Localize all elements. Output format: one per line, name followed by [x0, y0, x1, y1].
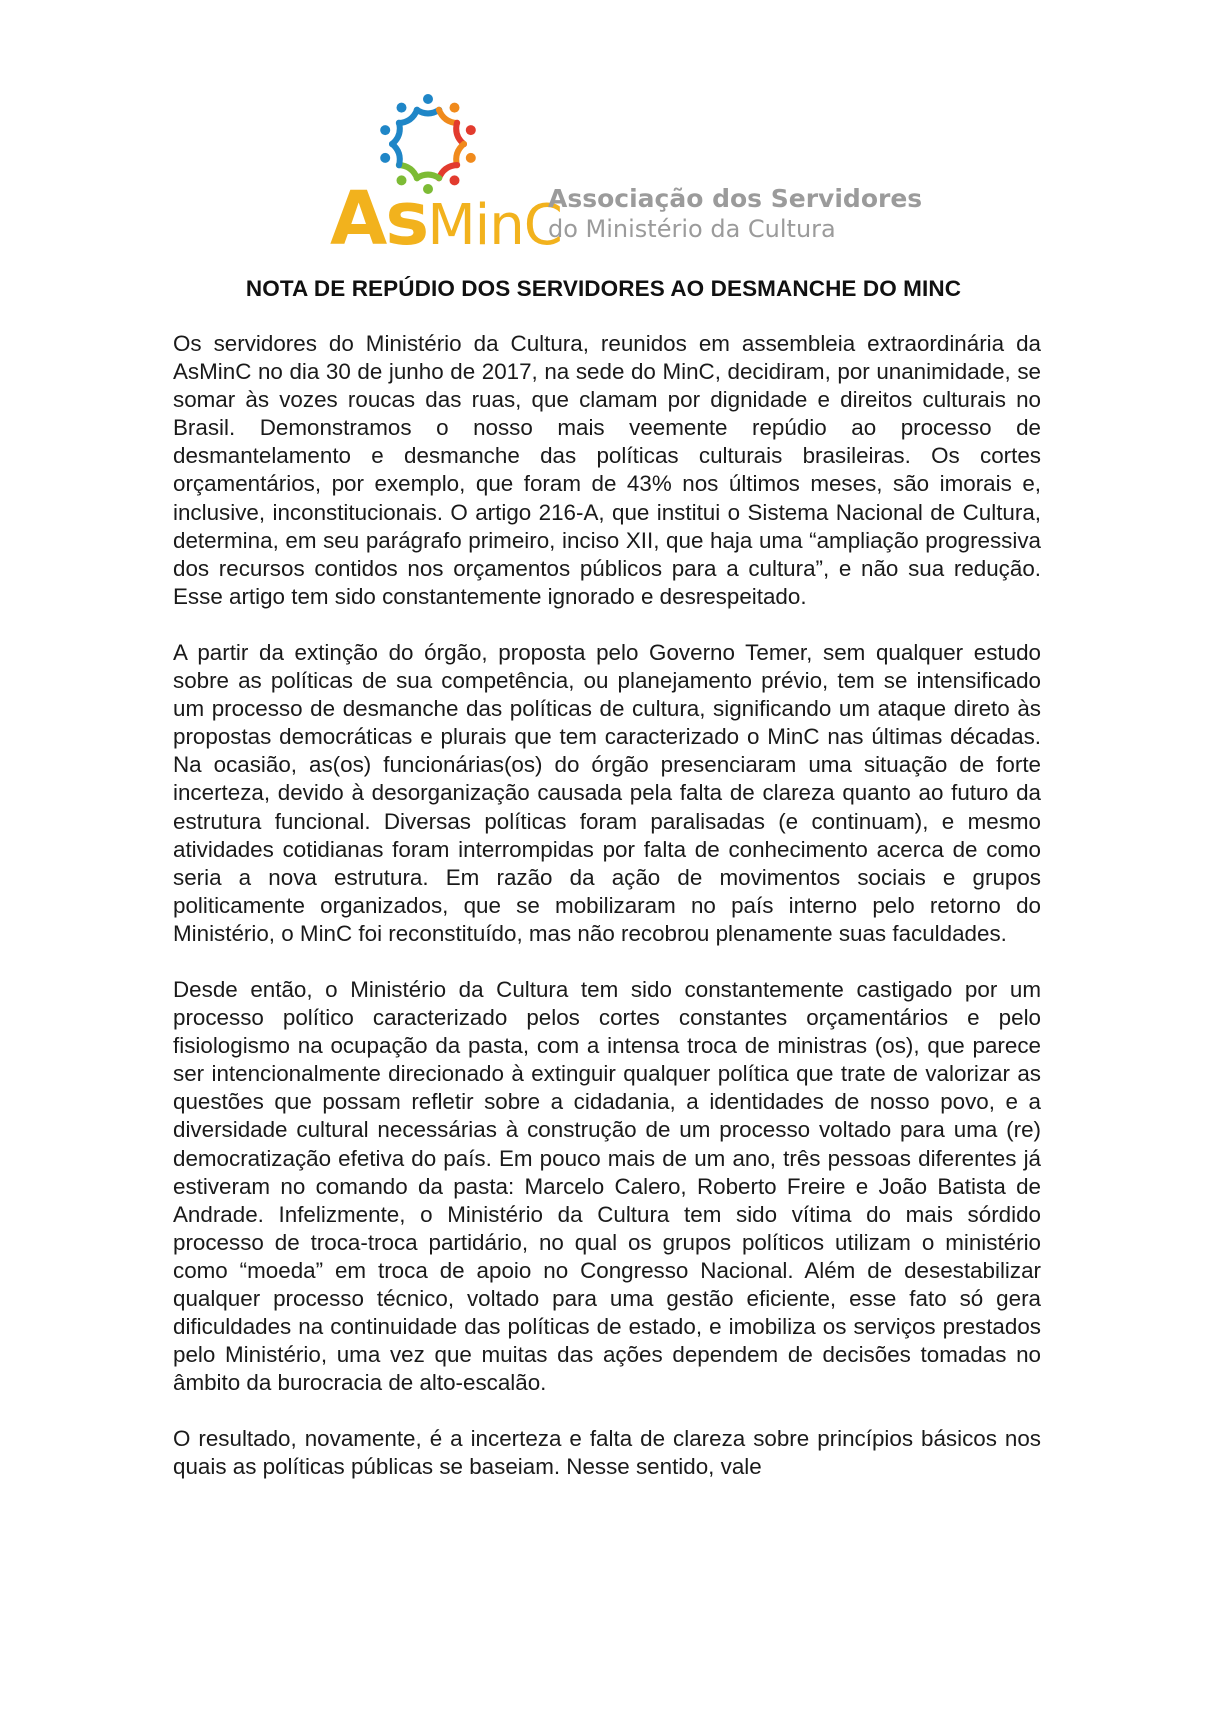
document-body — [173, 330, 1041, 1510]
logo-wordmark-minc: MinC — [427, 193, 562, 258]
logo-caption — [548, 184, 922, 244]
logo-person-figure — [397, 103, 418, 123]
paragraph-4: O resultado, novamente, é a incerteza e falta de clareza sobre princípios básicos nos quais as políticas públicas se baseiam. Nesse sentido, vale — [173, 1426, 1041, 1480]
logo-person-figure — [456, 144, 476, 166]
logo-person-figure — [417, 94, 440, 113]
asminc-logo — [330, 92, 923, 262]
logo-person-figure — [380, 123, 400, 145]
logo-wordmark-as: As — [330, 176, 428, 262]
document-title: NOTA DE REPÚDIO DOS SERVIDORES AO DESMANCHE DO MINC — [245, 276, 962, 301]
logo-caption-line2: do Ministério da Cultura — [548, 215, 836, 243]
logo-person-figure — [439, 165, 460, 185]
logo-person-figure — [456, 123, 476, 145]
paragraph-3: Desde então, o Ministério da Cultura tem sido constantemente castigado por um processo político caracterizado pelos cortes constantes orçamentários e pelo fisiologismo na ocupação da pasta, com a intensa troca de ministras (os), que parece ser intencionalmente direcionado à extinguir qualquer política que trate de valorizar as questões que possam refletir sobre a cidadania, a identidades de nosso povo, e a diversidade cultural necessárias à construção de um processo voltado para uma (re) democratização efetiva do país. Em pouco mais de um ano, três pessoas diferentes já estiveram no comando da pasta: Marcelo Calero, Roberto Freire e João Batista de Andrade. Infelizmente, o Ministério da Cultura tem sido vítima do mais sórdido processo de troca-troca partidário, no qual os grupos políticos utilizam o ministério como “moeda” em troca de apoio no Congresso Nacional. Além de desestabilizar qualquer processo técnico, voltado para uma gestão eficiente, esse fato só gera dificuldades na continuidade das políticas de estado, e imobiliza os serviços prestados pelo Ministério, uma vez que muitas das ações dependem de decisões tomadas no âmbito da burocracia de alto-escalão. — [173, 976, 1041, 1396]
logo-wordmark — [330, 176, 562, 262]
paragraph-1: Os servidores do Ministério da Cultura, reunidos em assembleia extraordinária da AsMinC no dia 30 de junho de 2017, na sede do MinC, decidiram, por unanimidade, se somar às vozes roucas das ruas, que clamam por dignidade e direitos culturais no Brasil. Demonstramos o nosso mais veemente repúdio ao processo de desmantelamento e desmanche das políticas culturais brasileiras. Os cortes orçamentários, por exemplo, que foram de 43% nos últimos meses, são imorais e, inclusive, inconstitucionais. O artigo 216-A, que institui o Sistema Nacional de Cultura, determina, em seu parágrafo primeiro, inciso XII, que haja uma “ampliação progressiva dos recursos contidos nos orçamentos públicos para a cultura”, e não sua redução. Esse artigo tem sido constantemente ignorado e desrespeitado. — [173, 331, 1041, 609]
paragraph-2: A partir da extinção do órgão, proposta pelo Governo Temer, sem qualquer estudo sobre as políticas de sua competência, ou planejamento prévio, tem se intensificado um processo de desmanche das políticas de cultura, significando um ataque direto às propostas democráticas e plurais que tem caracterizado o MinC nas últimas décadas. Na ocasião, as(os) funcionárias(os) do órgão presenciaram uma situação de forte incerteza, devido à desorganização causada pela falta de clareza quanto ao futuro da estrutura funcional. Diversas políticas foram paralisadas (e continuam), e mesmo atividades cotidianas foram interrompidas por falta de conhecimento acerca de como seria a nova estrutura. Em razão da ação de movimentos sociais e grupos politicamente organizados, que se mobilizaram no país interno pelo retorno do Ministério, o MinC foi reconstituído, mas não recobrou plenamente suas faculdades. — [173, 639, 1041, 946]
logo-person-figure — [380, 144, 400, 166]
logo-caption-line1: Associação dos Servidores — [548, 184, 923, 213]
